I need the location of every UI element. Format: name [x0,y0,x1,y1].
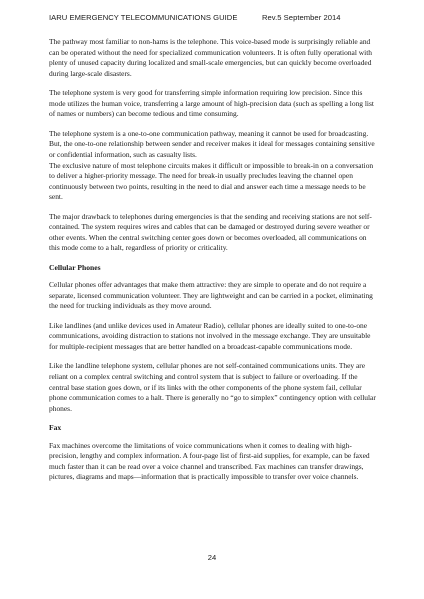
page-content [49,37,379,492]
heading-fax: Fax [49,423,62,433]
paragraph-telephone-break-in: The exclusive nature of most telephone circuits makes it difficult or impossible to break-in on a conversation to deliver a higher-priority message. The need for break-in usually precludes leaving the channel open continuously between two points, resulting in the need to dial and answer each time a message needs to be sent. [49,160,374,202]
paragraph-fax: Fax machines overcome the limitations of voice communications when it comes to dealing with high-precision, lengthy and complex information. A four-page list of first-aid supplies, for example, can be faxed much faster than it can be read over a voice channel and transcribed. Fax machines can transfer drawings, pictures, diagrams and maps—information that is practically impossible to transfer over voice channels. [49,440,370,482]
paragraph-telephone-one-to-one: The telephone system is a one-to-one communication pathway, meaning it cannot be used for broadcasting. But, the one-to-one relationship between sender and receiver makes it ideal for messages containing sensitive or confidential information, such as casualty lists. [49,128,375,159]
paragraph-cellular-one-to-one: Like landlines (and unlike devices used in Amateur Radio), cellular phones are ideally suited to one-to-one communications, avoiding distraction to stations not involved in the message exchange. They are unsuitable for multiple-recipient messages that are better handled on a broadcast-capable communications mode. [49,320,371,352]
paragraph-telephone-drawback: The major drawback to telephones during emergencies is that the sending and receiving stations are not self-contained. The system requires wires and cables that can be damaged or destroyed during severe weather or other events. When the central switching center goes down or becomes overloaded, all communications on this mode come to a halt, regardless of priority or criticality. [49,211,372,253]
page-number: 24 [207,553,217,562]
paragraph-telephone-precision: The telephone system is very good for transferring simple information requiring low precision. Since this mode utilizes the human voice, transferring a large amount of high-precision data (such as spelling a long list of names or numbers) can become tedious and time consuming. [49,88,374,119]
paragraph-telephone-intro: The pathway most familiar to non-hams is the telephone. This voice-based mode is surprisingly reliable and can be operated without the need for specialized communication volunteers. It is often fully operational with plenty of unused capacity during localized and small-scale emergencies, but can quickly become overloaded during large-scale disasters. [49,37,373,78]
paragraph-cellular-reliance: Like the landline telephone system, cellular phones are not self-contained communications units. They are reliant on a complex central switching and control system that is subject to failure or overloading. If the central base station goes down, or if its links with the other components of the phone system fail, cellular phone communication comes to a halt. There is generally no “go to simplex” contingency option with cellular phones. [49,361,376,413]
paragraph-cellular-advantages: Cellular phones offer advantages that make them attractive: they are simple to operate and do not require a separate, licensed communication volunteer. They are lightweight and can be carried in a pocket, eliminating the need for trucking individuals as they move around. [49,280,373,311]
revision-label: Rev.5 September 2014 [262,13,341,22]
guide-title: IARU EMERGENCY TELECOMMUNICATIONS GUIDE [49,13,238,22]
heading-cellular-phones: Cellular Phones [49,262,101,272]
